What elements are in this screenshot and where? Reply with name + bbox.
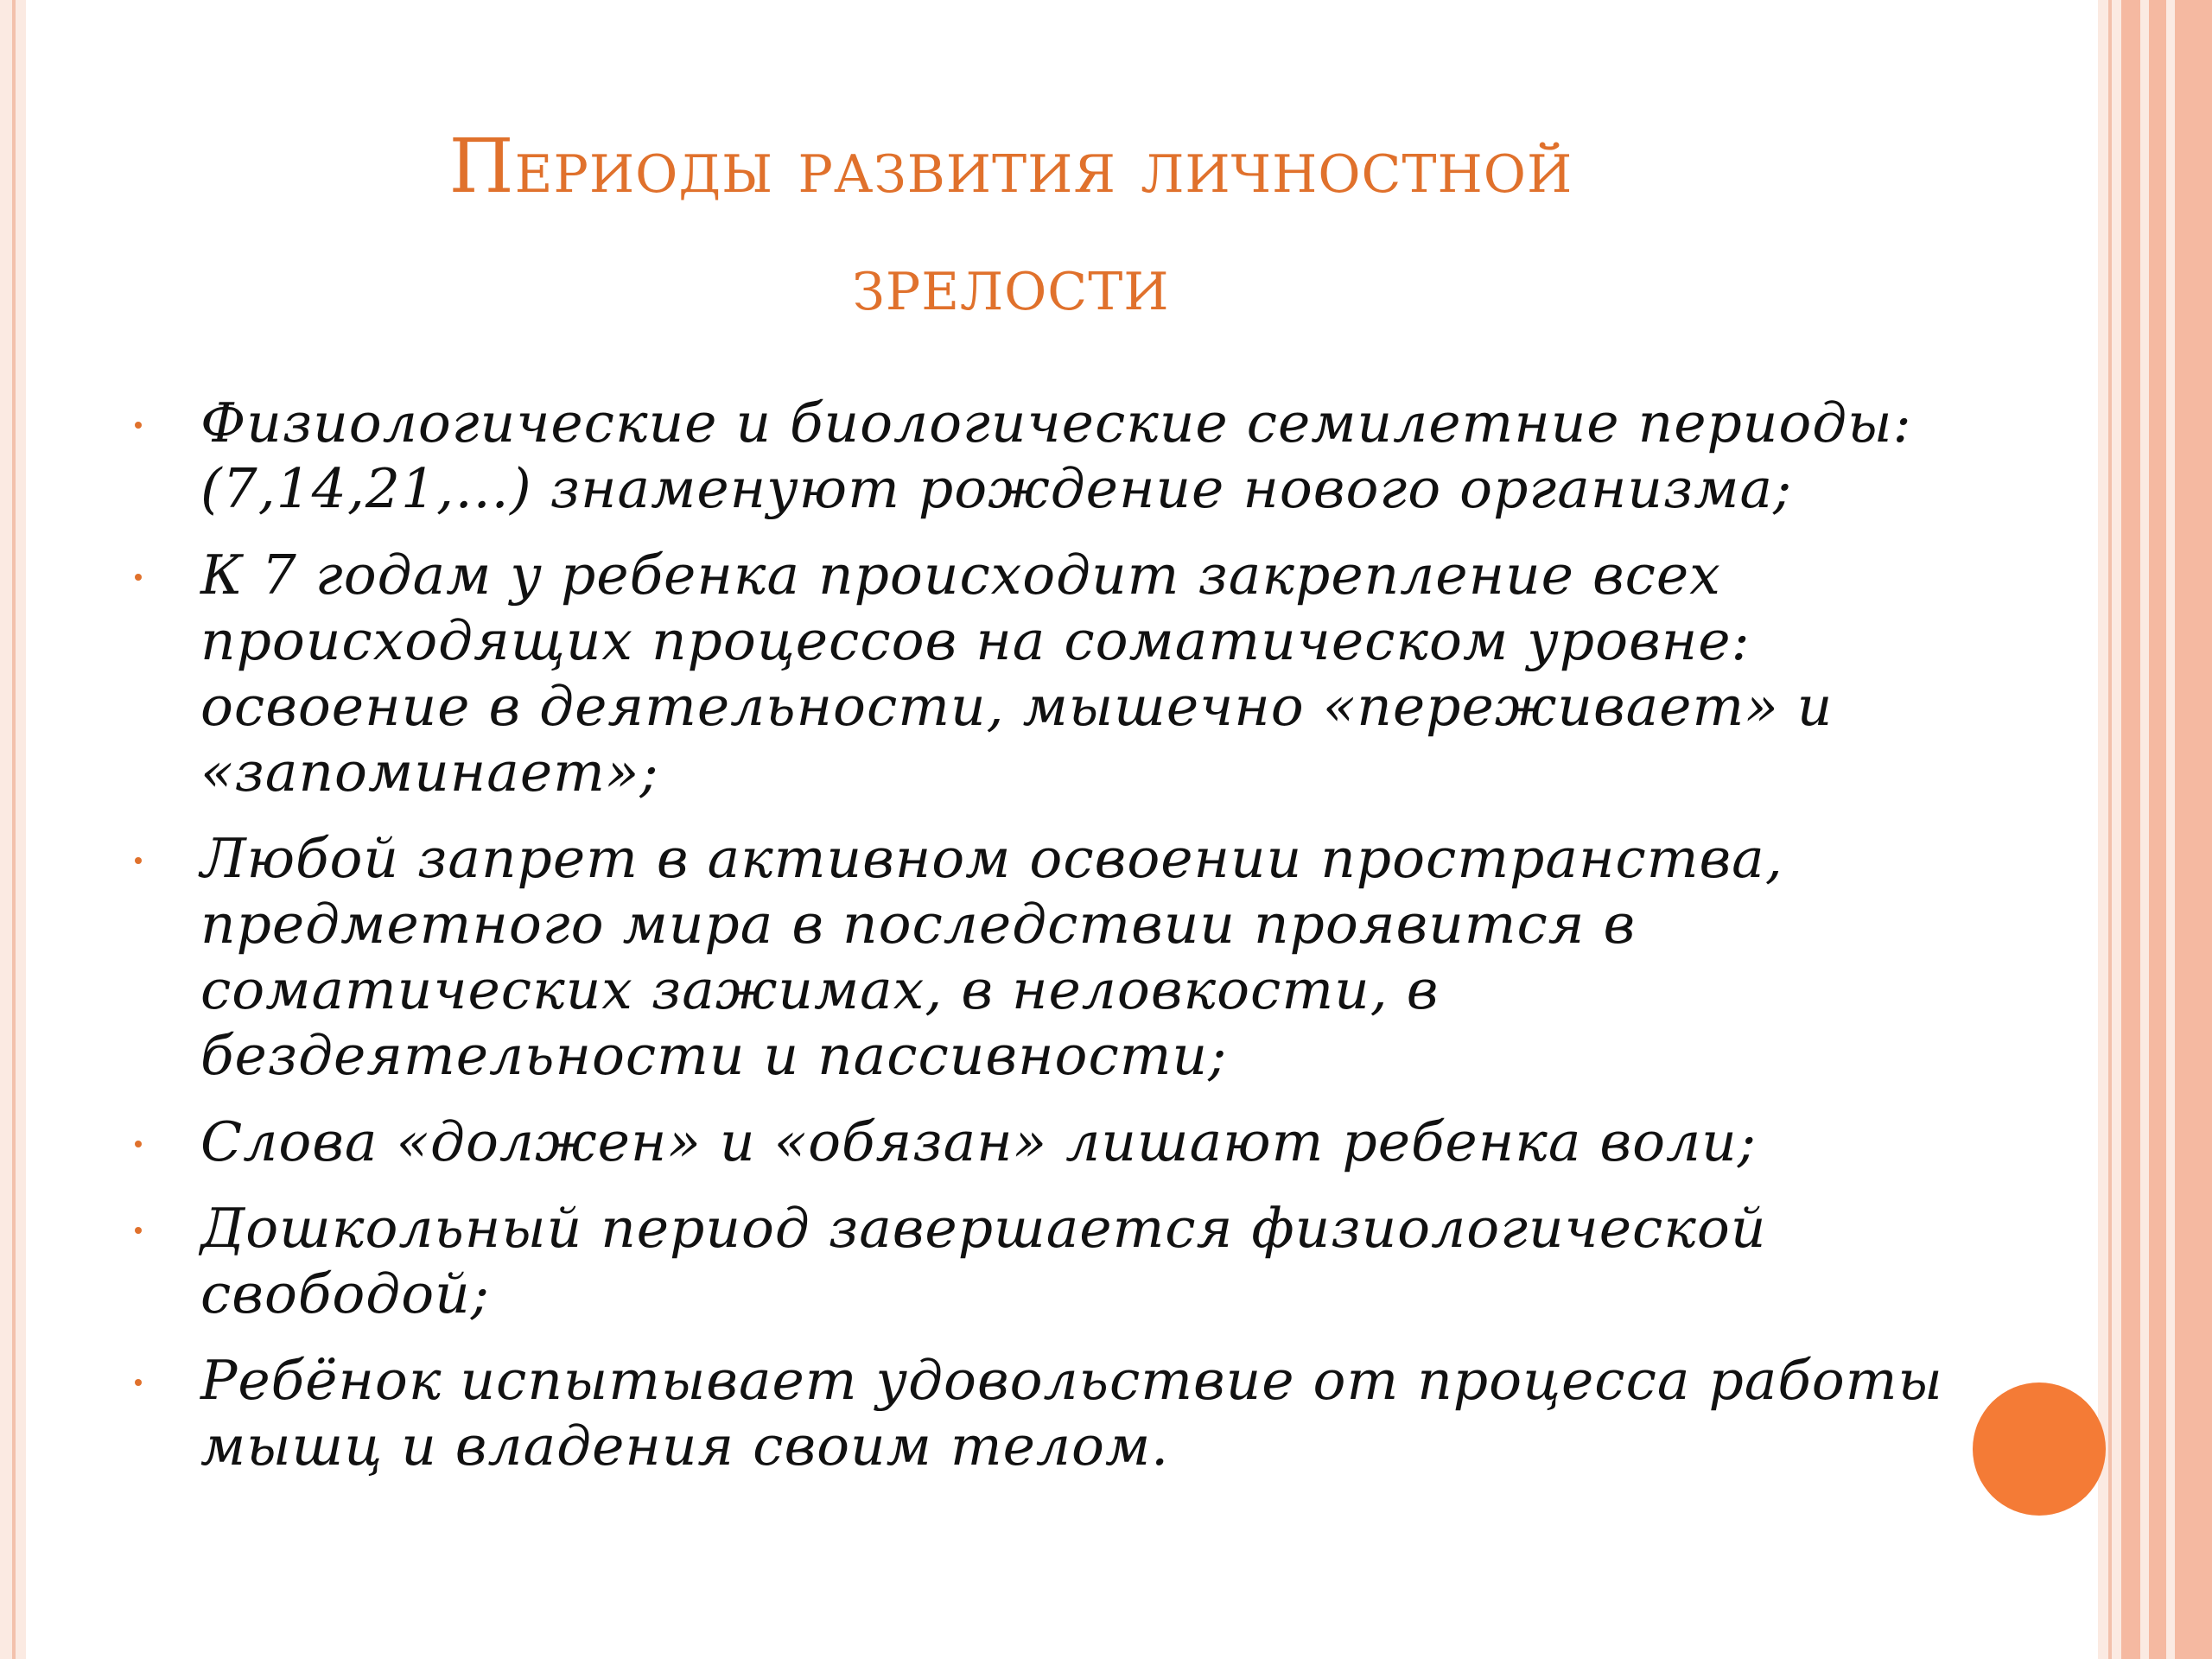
- bullet-item: [130, 826, 1961, 1089]
- bullet-marker-icon: [135, 422, 142, 429]
- bullet-item: [130, 1196, 1961, 1327]
- decorative-stripe: [2140, 0, 2149, 1659]
- slide-title-line-1: Периоды развития личностной: [448, 124, 1573, 210]
- decorative-stripe: [2175, 0, 2212, 1659]
- decorative-stripe: [2149, 0, 2166, 1659]
- bullet-text: Дошкольный период завершается физиологической свободой;: [200, 1197, 1767, 1325]
- slide-title: [138, 108, 1884, 343]
- bullet-text: Физиологические и биологические семилетние периоды: (7,14,21,…) знаменуют рождение нового организма;: [200, 391, 1912, 520]
- bullet-text: Любой запрет в активном освоении пространства, предметного мира в последствии проявится в соматических зажимах, в неловкости, в бездеятельности и пассивности;: [200, 827, 1783, 1087]
- slide-title-line-2: зрелости: [852, 241, 1170, 327]
- bullet-text: Слова «должен» и «обязан» лишают ребенка воли;: [200, 1110, 1757, 1173]
- decorative-stripe: [2166, 0, 2175, 1659]
- bullet-item: [130, 1348, 1961, 1479]
- bullet-marker-icon: [135, 1141, 142, 1147]
- bullet-item: [130, 1109, 1961, 1175]
- decorative-stripe: [2121, 0, 2140, 1659]
- bullet-item: [130, 543, 1961, 805]
- bullet-list: [130, 391, 1961, 1500]
- bullet-marker-icon: [135, 857, 142, 864]
- bullet-text: Ребёнок испытывает удовольствие от процесса работы мышц и владения своим телом.: [200, 1349, 1943, 1478]
- bullet-marker-icon: [135, 574, 142, 581]
- bullet-item: [130, 391, 1961, 522]
- decorative-circle-icon: [1973, 1382, 2106, 1516]
- bullet-text: К 7 годам у ребенка происходит закрепление всех происходящих процессов на соматическом уровне: освоение в деятельности, мышечно «переживает» и «запоминает»;: [200, 543, 1834, 804]
- bullet-marker-icon: [135, 1379, 142, 1386]
- bullet-marker-icon: [135, 1227, 142, 1234]
